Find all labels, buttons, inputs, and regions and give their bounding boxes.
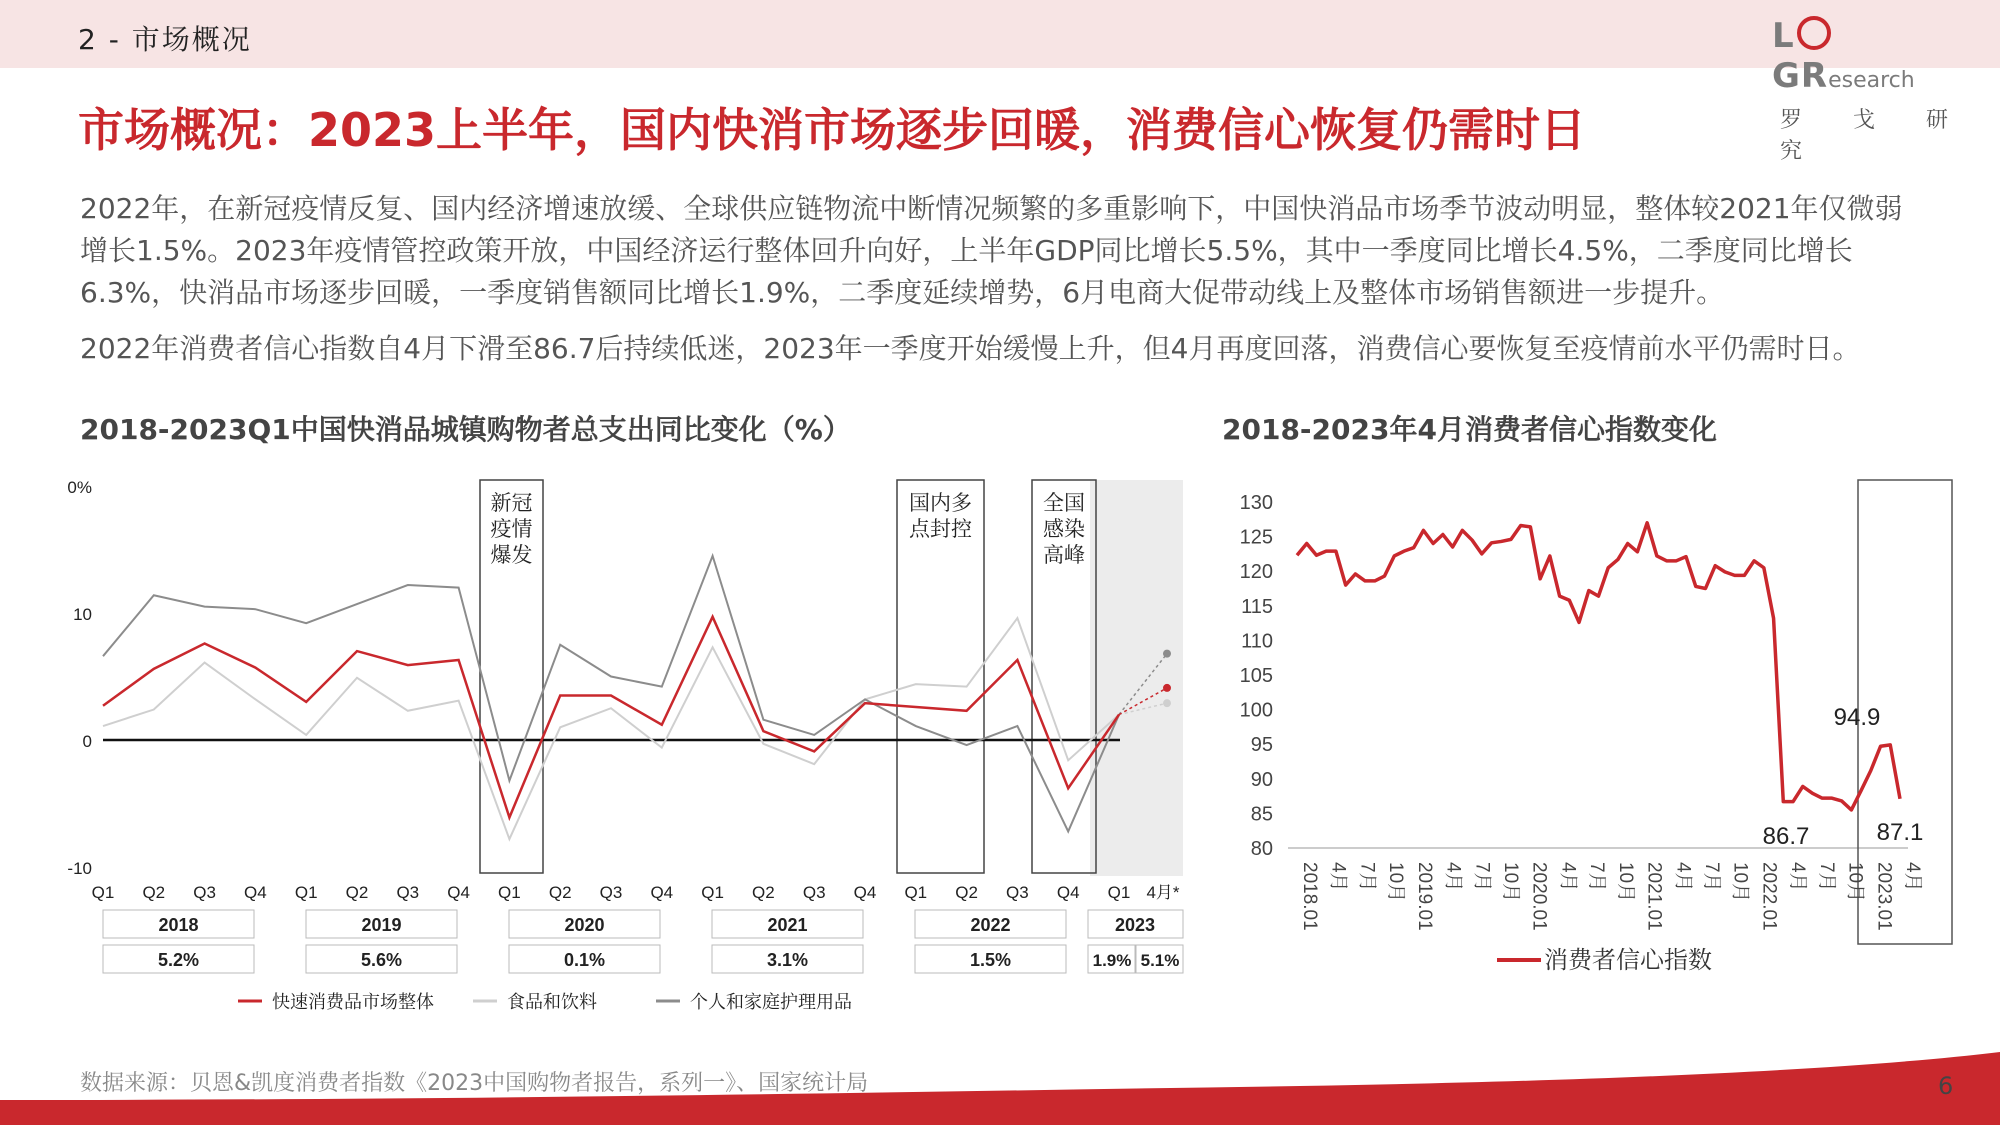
page-number: 6 — [1938, 1072, 1954, 1100]
logo-wordmark: LGResearch — [1772, 16, 1915, 96]
x-tick-label: 10月 — [1729, 862, 1751, 903]
legend-label: 快速消费品市场整体 — [272, 992, 434, 1012]
year-label: 2022 — [970, 915, 1011, 935]
x-tick-label: Q3 — [802, 883, 826, 902]
x-tick-label: 2020.01 — [1528, 862, 1550, 931]
year-label: 2020 — [564, 915, 605, 935]
right-chart-title: 2018-2023年4月消费者信心指数变化 — [1222, 413, 1717, 446]
x-tick-label: Q3 — [599, 883, 623, 902]
x-tick-label: 7月 — [1701, 862, 1722, 892]
y-tick-label: 105 — [1239, 665, 1273, 687]
x-tick-label: 2022.01 — [1758, 862, 1780, 931]
x-tick-label: 2023.01 — [1873, 862, 1895, 931]
y-tick-label: 95 — [1250, 734, 1273, 757]
y-tick-label: 0 — [82, 732, 92, 751]
x-tick-label: 7月 — [1471, 862, 1493, 892]
year-label: 2019 — [361, 915, 402, 935]
growth-label: 5.1% — [1140, 951, 1180, 970]
body-paragraph-1: 2022年，在新冠疫情反复、国内经济增速放缓、全球供应链物流中断情况频繁的多重影响下，中国快消品市场季节波动明显，整体较2021年仅微弱增长1.5%。2023年疫情管控政策开放，中国经济运行整体回升向好，上半年GDP同比增长5.5%，其中一季度同比增长4.5%，二季度同比增长6.3%，快消品市场逐步回暖，一季度销售额同比增长1.9%，二季度延续增势，6月电商大促带动线上及整体市场销售额进一步提升。 — [80, 192, 1903, 309]
x-tick-label: Q2 — [142, 883, 166, 902]
event-label: 疫情 — [490, 518, 533, 541]
y-tick-label: 0% — [67, 478, 92, 497]
x-tick-label: 4月 — [1672, 862, 1694, 892]
event-label: 新冠 — [490, 492, 533, 515]
x-tick-label: Q2 — [548, 883, 572, 902]
y-tick-label: -10 — [67, 859, 92, 878]
x-tick-label: Q1 — [1107, 883, 1131, 902]
x-tick-label: 10月 — [1844, 862, 1866, 903]
x-tick-label: 10月 — [1614, 862, 1636, 903]
y-tick-label: 10 — [73, 605, 92, 624]
event-label: 国内多 — [909, 492, 972, 515]
x-tick-label: Q1 — [498, 883, 521, 902]
x-tick-label: Q3 — [193, 883, 216, 902]
growth-label: 1.9% — [1092, 951, 1132, 970]
x-tick-label: 7月 — [1586, 862, 1608, 892]
x-tick-label: Q2 — [345, 883, 369, 902]
y-tick-label: 125 — [1239, 526, 1273, 549]
y-tick-label: 115 — [1241, 595, 1273, 618]
x-tick-label: 4月 — [1787, 862, 1809, 892]
growth-label: 3.1% — [766, 950, 809, 970]
legend-label: 个人和家庭护理用品 — [690, 992, 852, 1012]
x-tick-label: Q1 — [91, 883, 115, 902]
legend-label: 消费者信心指数 — [1544, 947, 1712, 974]
event-label: 点封控 — [909, 518, 972, 541]
y-tick-label: 120 — [1239, 561, 1273, 584]
point-label: 87.1 — [1876, 819, 1924, 846]
growth-label: 1.5% — [969, 950, 1012, 970]
logo-subtitle: 罗 戈 研 究 — [1780, 108, 1970, 164]
x-tick-label: 2018.01 — [1299, 862, 1320, 931]
x-tick-label: 4月 — [1557, 862, 1579, 892]
growth-label: 5.6% — [360, 950, 403, 970]
x-tick-label: Q3 — [396, 883, 420, 902]
x-tick-label: 4月* — [1146, 883, 1180, 902]
x-tick-label: 2021.01 — [1643, 862, 1665, 931]
x-tick-label: 2019.01 — [1413, 862, 1435, 931]
x-tick-label: Q1 — [904, 883, 928, 902]
x-tick-label: Q4 — [853, 883, 877, 902]
x-tick-label: 4月 — [1327, 862, 1349, 892]
event-label: 全国 — [1043, 492, 1085, 515]
point-label: 94.9 — [1833, 704, 1881, 731]
y-tick-label: 90 — [1250, 768, 1273, 791]
section-label: 2 - 市场概况 — [78, 23, 252, 56]
y-tick-label: 80 — [1250, 838, 1273, 860]
x-tick-label: Q1 — [294, 883, 318, 902]
x-tick-label: 10月 — [1385, 862, 1407, 903]
page-title: 市场概况：2023上半年，国内快消市场逐步回暖，消费信心恢复仍需时日 — [78, 103, 1587, 157]
x-tick-label: Q2 — [955, 883, 978, 902]
x-tick-label: Q4 — [1056, 883, 1080, 902]
x-tick-label: 7月 — [1815, 862, 1837, 892]
growth-label: 0.1% — [563, 950, 606, 970]
legend-label: 食品和饮料 — [507, 992, 597, 1012]
year-label: 2018 — [158, 915, 199, 935]
x-tick-label: Q4 — [650, 883, 674, 902]
x-tick-label: 4月 — [1902, 862, 1923, 892]
y-tick-label: 85 — [1250, 803, 1273, 826]
x-tick-label: 7月 — [1356, 862, 1378, 892]
event-label: 感染 — [1043, 518, 1085, 541]
x-tick-label: Q4 — [447, 883, 470, 902]
x-tick-label: 10月 — [1500, 862, 1521, 903]
x-tick-label: Q3 — [1006, 883, 1029, 902]
data-source: 数据来源：贝恩&凯度消费者指数《2023中国购物者报告，系列一》、国家统计局 — [80, 1071, 869, 1096]
y-tick-label: 130 — [1239, 492, 1273, 514]
growth-label: 5.2% — [157, 950, 200, 970]
body-paragraph-2: 2022年消费者信心指数自4月下滑至86.7后持续低迷，2023年一季度开始缓慢上升，但4月再度回落，消费信心要恢复至疫情前水平仍需时日。 — [80, 332, 1861, 365]
point-label: 86.7 — [1762, 823, 1810, 850]
y-tick-label: 110 — [1241, 630, 1273, 653]
x-tick-label: Q2 — [752, 883, 775, 902]
x-tick-label: Q4 — [244, 883, 267, 902]
left-chart-title: 2018-2023Q1中国快消品城镇购物者总支出同比变化（%） — [80, 413, 851, 446]
x-tick-label: Q1 — [701, 883, 724, 902]
y-tick-label: 100 — [1239, 699, 1273, 722]
year-label: 2021 — [767, 915, 808, 935]
x-tick-label: 4月 — [1442, 862, 1464, 892]
event-label: 高峰 — [1043, 544, 1085, 567]
year-label: 2023 — [1114, 915, 1156, 935]
event-label: 爆发 — [490, 544, 533, 567]
